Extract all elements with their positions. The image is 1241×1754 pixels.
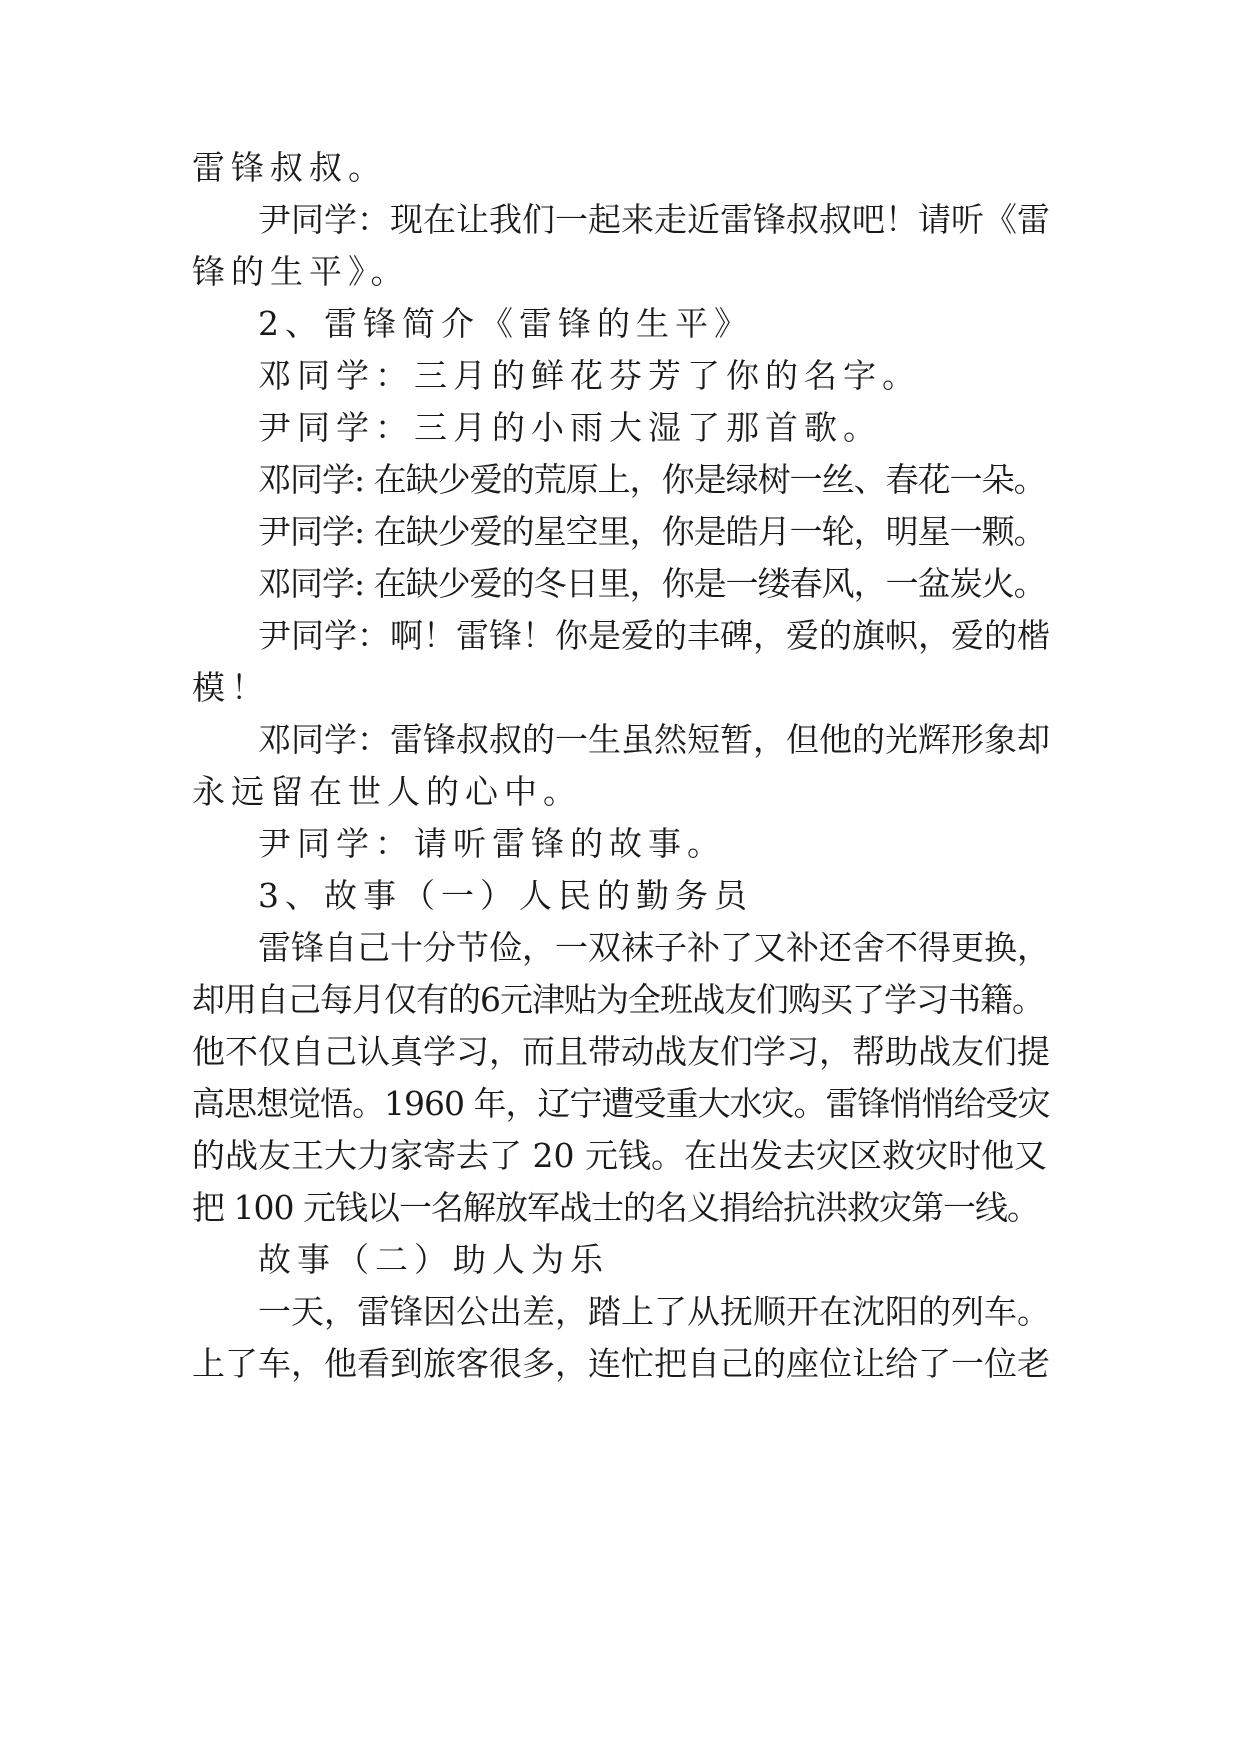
text-line: 的战友王大力家寄去了 20 元钱。在出发去灾区救灾时他又 — [192, 1136, 1047, 1175]
text-line: 雷锋叔叔。 — [192, 148, 387, 187]
section-heading: 2、雷锋简介《雷锋的生平》 — [258, 304, 753, 343]
text-line: 尹同学：现在让我们一起来走近雷锋叔叔吧！请听《雷 — [258, 200, 1050, 239]
text-line: 尹同学: 在缺少爱的星空里，你是皓月一轮，明星一颗。 — [258, 512, 1046, 551]
section-heading: 3、故事（一）人民的勤务员 — [258, 876, 753, 915]
text-line: 邓同学: 在缺少爱的荒原上，你是绿树一丝、春花一朵。 — [258, 460, 1046, 499]
text-line: 上了车，他看到旅客很多，连忙把自己的座位让给了一位老 — [192, 1344, 1050, 1383]
section-heading: 故事（二）助人为乐 — [258, 1240, 609, 1279]
text-line: 他不仅自己认真学习，而且带动战友们学习，帮助战友们提 — [192, 1032, 1050, 1071]
text-line: 尹同学：请听雷锋的故事。 — [258, 824, 726, 863]
text-line: 却用自己每月仅有的6元津贴为全班战友们购买了学习书籍。 — [192, 980, 1044, 1019]
text-line: 尹同学：三月的小雨大湿了那首歌。 — [258, 408, 882, 447]
text-line: 邓同学：雷锋叔叔的一生虽然短暂，但他的光辉形象却 — [258, 720, 1050, 759]
text-line: 邓同学：三月的鲜花芬芳了你的名字。 — [258, 356, 921, 395]
text-line: 高思想觉悟。1960 年，辽宁遭受重大水灾。雷锋悄悄给受灾 — [192, 1084, 1050, 1123]
text-line: 把 100 元钱以一名解放军战士的名义捐给抗洪救灾第一线。 — [192, 1188, 1039, 1227]
text-line: 邓同学: 在缺少爱的冬日里，你是一缕春风，一盆炭火。 — [258, 564, 1046, 603]
text-line: 尹同学：啊！雷锋！你是爱的丰碑，爱的旗帜，爱的楷 — [258, 616, 1050, 655]
text-line: 雷锋自己十分节俭，一双袜子补了又补还舍不得更换， — [258, 928, 1050, 967]
text-line: 模！ — [192, 668, 270, 707]
text-line: 锋的生平》。 — [192, 252, 410, 291]
text-line: 永远留在世人的心中。 — [192, 772, 582, 811]
text-line: 一天，雷锋因公出差，踏上了从抚顺开在沈阳的列车。 — [258, 1292, 1050, 1331]
